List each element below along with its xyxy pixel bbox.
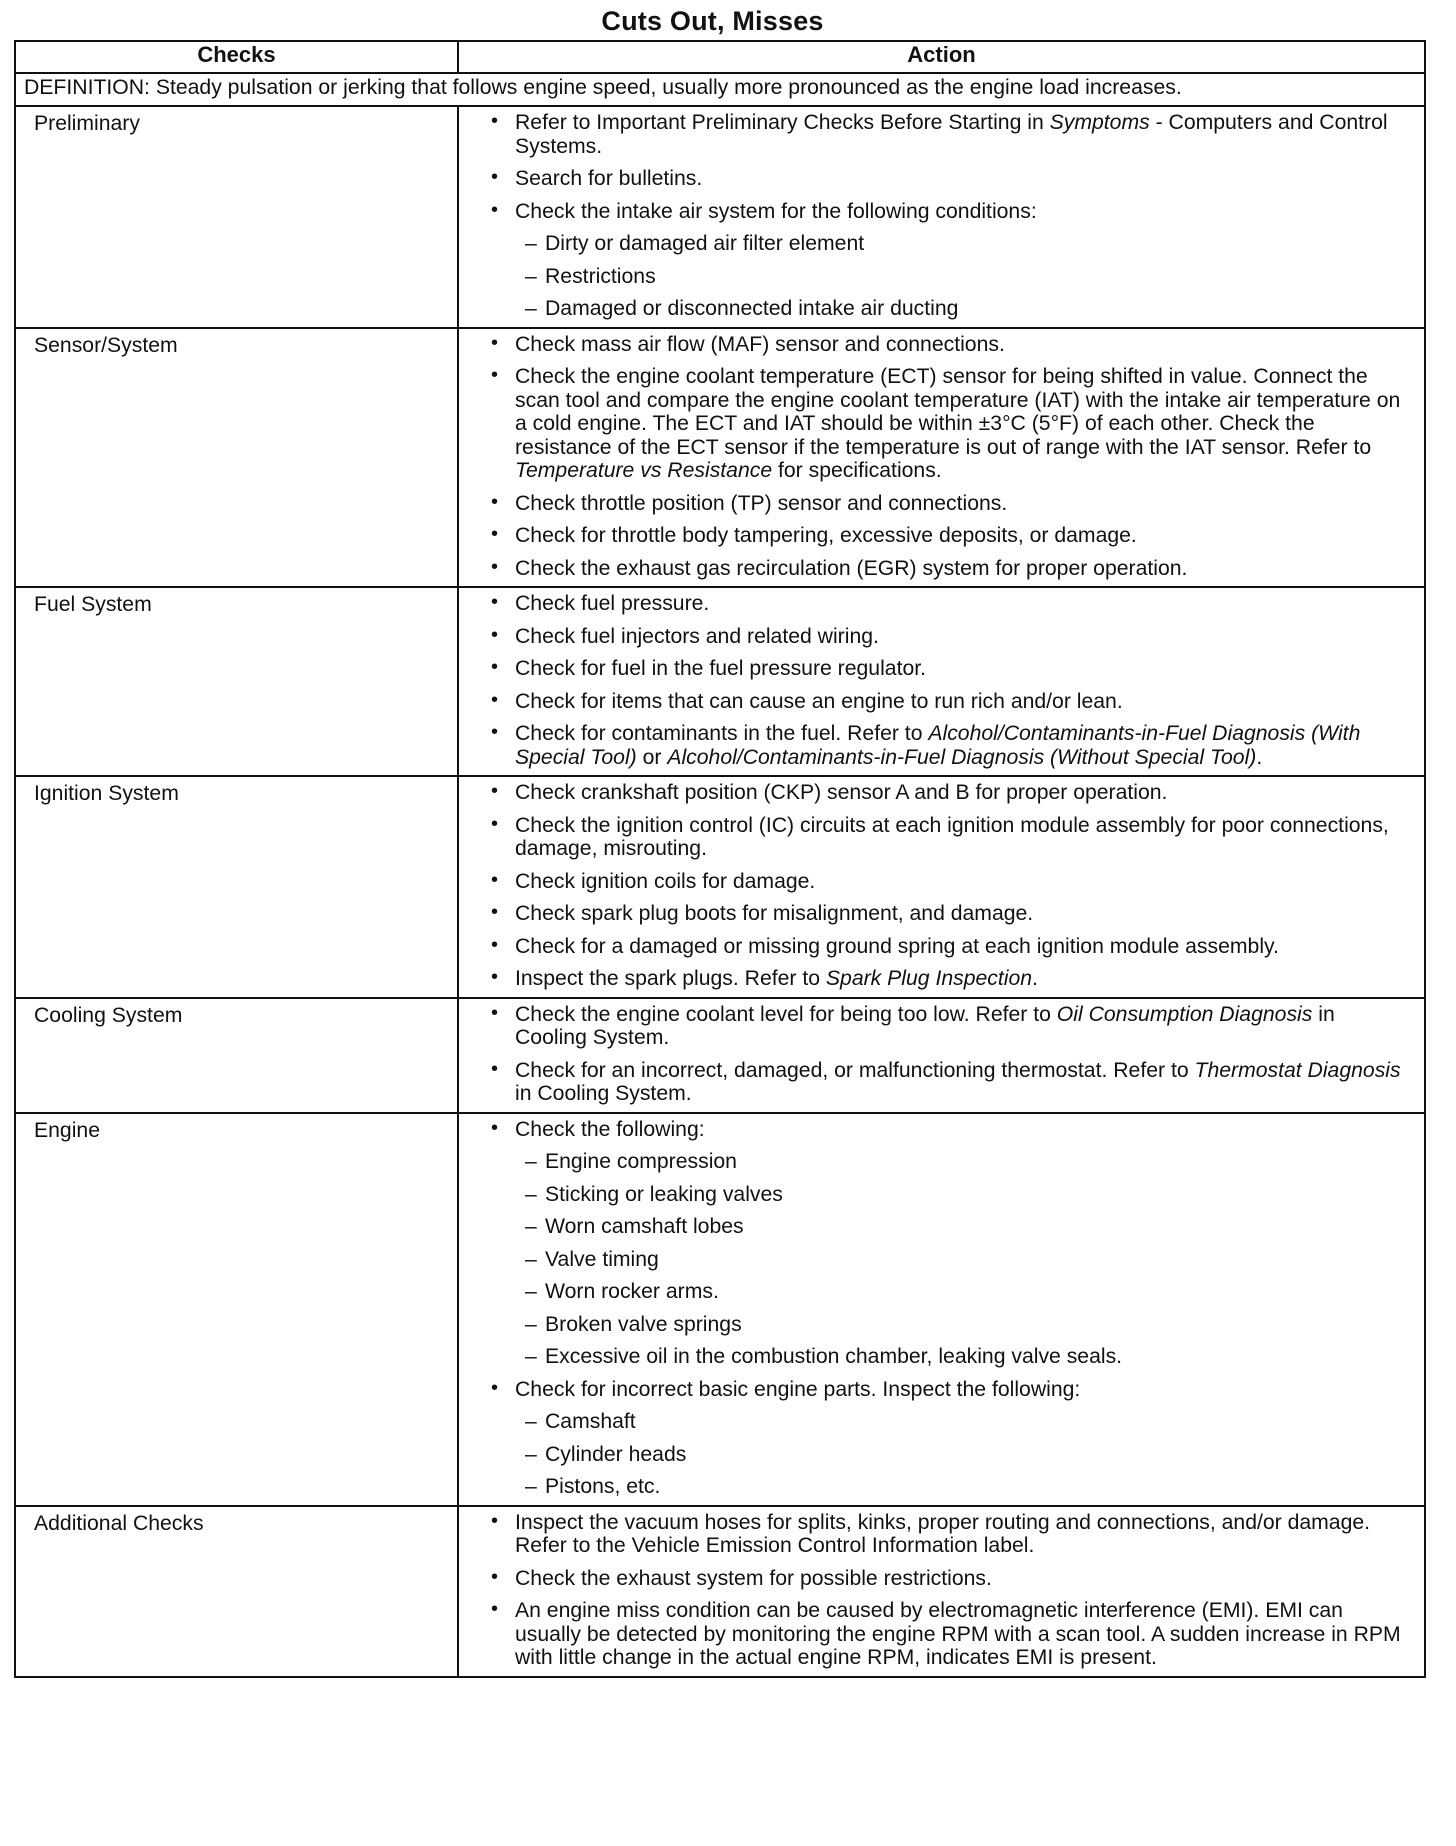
check-category: Ignition System (15, 776, 458, 998)
action-text: Check the following: (515, 1117, 705, 1141)
bullet-icon: • (491, 1001, 499, 1024)
sub-item (525, 1312, 1404, 1337)
action-list (491, 780, 1404, 991)
bullet-icon: • (491, 166, 499, 188)
header-row (15, 41, 1425, 73)
action-text: Inspect the spark plugs. Refer to (515, 967, 826, 990)
table-row (15, 1113, 1425, 1506)
bullet-icon: • (491, 591, 499, 613)
bullet-icon: • (491, 1509, 499, 1532)
action-text: Check the engine coolant level for being too low. Refer to (515, 1002, 1057, 1026)
sub-item-text: Pistons, etc. (545, 1475, 661, 1498)
action-list (491, 1001, 1404, 1106)
sub-item-text: Restrictions (545, 264, 656, 288)
sub-item (525, 1280, 1404, 1304)
action-text: Check for contaminants in the fuel. Refer to (515, 722, 929, 745)
action-cell (458, 1113, 1425, 1506)
sub-item (525, 297, 1404, 321)
check-category: Additional Checks (15, 1506, 458, 1677)
reference-text: Alcohol/Contaminants-in-Fuel Diagnosis (Without Special Tool) (667, 745, 1257, 769)
dash-icon: – (525, 1150, 537, 1173)
sub-list (515, 232, 1404, 321)
dash-icon: – (525, 1247, 537, 1271)
diagnostic-table (14, 40, 1426, 1678)
reference-text: Oil Consumption Diagnosis (1056, 1002, 1313, 1026)
table-row (15, 106, 1425, 328)
action-item (491, 490, 1404, 516)
bullet-icon: • (491, 868, 499, 891)
action-item (491, 1057, 1404, 1106)
action-item (491, 901, 1404, 926)
bullet-icon: • (491, 656, 499, 678)
sub-item-text: Damaged or disconnected intake air ducting (545, 297, 959, 320)
action-item (491, 1509, 1404, 1558)
action-text: Check the ignition control (IC) circuits at each ignition module assembly for poor connections, damage, misrouting. (515, 813, 1389, 860)
bullet-icon: • (491, 110, 499, 132)
sub-list (515, 1150, 1404, 1369)
bullet-icon: • (491, 364, 499, 386)
dash-icon: – (525, 232, 537, 255)
table-row (15, 776, 1425, 998)
action-text: . (1256, 745, 1263, 769)
bullet-icon: • (491, 721, 499, 743)
bullet-icon: • (491, 1116, 499, 1139)
dash-icon: – (525, 297, 537, 320)
sub-list (515, 1410, 1404, 1499)
dash-icon: – (525, 1475, 537, 1498)
action-text: for specifications. (772, 459, 942, 482)
action-cell (458, 587, 1425, 776)
sub-item (525, 1442, 1404, 1467)
action-list (491, 1116, 1404, 1499)
action-text: Check throttle position (TP) sensor and connections. (515, 491, 1008, 515)
action-text: . (1032, 967, 1038, 990)
action-text: Check the exhaust gas recirculation (EGR) system for proper operation. (515, 556, 1188, 580)
action-item (491, 1116, 1404, 1369)
action-text: - Computers and Control Systems. (515, 111, 1388, 158)
action-item (491, 966, 1404, 991)
action-text: Check fuel injectors and related wiring. (515, 624, 879, 648)
action-item (491, 331, 1404, 357)
action-text: Check fuel pressure. (515, 592, 710, 615)
action-item (491, 1598, 1404, 1670)
action-text: Search for bulletins. (515, 167, 703, 190)
action-list (491, 1509, 1404, 1670)
action-item (491, 780, 1404, 805)
action-item (491, 721, 1404, 769)
bullet-icon: • (491, 688, 499, 711)
action-item (491, 933, 1404, 959)
bullet-icon: • (491, 331, 499, 354)
action-text: Check for a damaged or missing ground spring at each ignition module assembly. (515, 934, 1279, 958)
sub-item (525, 264, 1404, 289)
action-text: Check the intake air system for the following conditions: (515, 199, 1037, 223)
dash-icon: – (525, 1345, 537, 1368)
table-row (15, 998, 1425, 1113)
bullet-icon: • (491, 901, 499, 923)
sub-item (525, 1150, 1404, 1174)
sub-item-text: Worn rocker arms. (545, 1280, 719, 1303)
dash-icon: – (525, 1312, 537, 1336)
bullet-icon: • (491, 1598, 499, 1620)
action-text: Check the engine coolant temperature (ECT) sensor for being shifted in value. Connect the scan tool and compare the engine coolant temperature (IAT) with the intake air temperature on a cold engine. The ECT and IAT should be within ±3°C (5°F) of each other. Check the resistance of the ECT sensor if the temperature is out of range with the IAT sensor. Refer to (515, 365, 1401, 459)
action-cell (458, 1506, 1425, 1677)
sub-item-text: Engine compression (545, 1150, 737, 1173)
action-item (491, 166, 1404, 191)
bullet-icon: • (491, 812, 499, 835)
action-item (491, 868, 1404, 894)
sub-item (525, 1182, 1404, 1207)
action-text: Inspect the vacuum hoses for splits, kinks, proper routing and connections, and/or damage. Refer to the Vehicle Emission Control Information label. (515, 1510, 1371, 1557)
action-item (491, 523, 1404, 548)
dash-icon: – (525, 1442, 537, 1466)
bullet-icon: • (491, 523, 499, 545)
action-item (491, 812, 1404, 861)
bullet-icon: • (491, 198, 499, 221)
action-cell (458, 328, 1425, 588)
table-row (15, 328, 1425, 588)
dash-icon: – (525, 1215, 537, 1238)
reference-text: Temperature vs Resistance (515, 459, 773, 482)
check-category: Engine (15, 1113, 458, 1506)
sub-item-text: Camshaft (545, 1410, 636, 1433)
check-category: Cooling System (15, 998, 458, 1113)
action-column-header: Action (458, 41, 1425, 73)
bullet-icon: • (491, 966, 499, 988)
bullet-icon: • (491, 1057, 499, 1080)
action-item (491, 364, 1404, 483)
action-list (491, 331, 1404, 581)
sub-item-text: Sticking or leaking valves (545, 1182, 783, 1206)
sub-item (525, 1247, 1404, 1272)
definition-text: DEFINITION: Steady pulsation or jerking that follows engine speed, usually more pronounced as the engine load increases. (15, 73, 1425, 106)
action-text: Check ignition coils for damage. (515, 869, 816, 893)
action-text: Check for throttle body tampering, excessive deposits, or damage. (515, 524, 1137, 547)
sub-item (525, 1410, 1404, 1434)
action-text: in Cooling System. (515, 1002, 1335, 1049)
sub-item-text: Dirty or damaged air filter element (545, 232, 865, 255)
dash-icon: – (525, 264, 537, 288)
action-text: Check the exhaust system for possible restrictions. (515, 1566, 992, 1590)
bullet-icon: • (491, 1565, 499, 1588)
definition-row (15, 73, 1425, 106)
action-item (491, 656, 1404, 681)
sub-item (525, 1215, 1404, 1239)
action-item (491, 1376, 1404, 1499)
sub-item (525, 232, 1404, 256)
check-category: Preliminary (15, 106, 458, 328)
action-item (491, 555, 1404, 581)
bullet-icon: • (491, 555, 499, 578)
action-item (491, 623, 1404, 649)
sub-item-text: Worn camshaft lobes (545, 1215, 744, 1238)
reference-text: Spark Plug Inspection (825, 967, 1033, 990)
action-item (491, 110, 1404, 158)
dash-icon: – (525, 1410, 537, 1433)
document-title: Cuts Out, Misses (601, 6, 824, 36)
reference-text: Symptoms (1049, 111, 1150, 134)
sub-item-text: Valve timing (545, 1247, 659, 1271)
action-item (491, 1565, 1404, 1591)
action-text: Check crankshaft position (CKP) sensor A and B for proper operation. (515, 781, 1168, 804)
check-category: Fuel System (15, 587, 458, 776)
action-text: Check for fuel in the fuel pressure regulator. (515, 657, 927, 680)
action-list (491, 591, 1404, 769)
action-item (491, 198, 1404, 321)
sub-item-text: Excessive oil in the combustion chamber, leaking valve seals. (545, 1345, 1123, 1368)
bullet-icon: • (491, 933, 499, 956)
sub-item (525, 1475, 1404, 1499)
action-cell (458, 998, 1425, 1113)
action-list (491, 110, 1404, 321)
action-item (491, 591, 1404, 616)
bullet-icon: • (491, 623, 499, 646)
bullet-icon: • (491, 1376, 499, 1399)
table-row (15, 1506, 1425, 1677)
action-text: Check for incorrect basic engine parts. Inspect the following: (515, 1377, 1081, 1401)
checks-column-header: Checks (15, 41, 458, 73)
sub-item-text: Cylinder heads (545, 1442, 687, 1466)
bullet-icon: • (491, 780, 499, 802)
action-text: An engine miss condition can be caused by electromagnetic interference (EMI). EMI can usually be detected by monitoring the engine RPM with a scan tool. A sudden increase in RPM with little change in the actual engine RPM, indicates EMI is present. (515, 1599, 1401, 1669)
action-cell (458, 106, 1425, 328)
reference-text: Thermostat Diagnosis (1194, 1058, 1401, 1082)
action-text: Check for items that can cause an engine to run rich and/or lean. (515, 689, 1123, 713)
action-text: Check spark plug boots for misalignment, and damage. (515, 902, 1034, 925)
table-row (15, 587, 1425, 776)
bullet-icon: • (491, 490, 499, 513)
action-item (491, 1001, 1404, 1050)
action-text: Refer to Important Preliminary Checks Before Starting in (515, 111, 1050, 134)
dash-icon: – (525, 1182, 537, 1206)
action-item (491, 688, 1404, 714)
action-text: Check mass air flow (MAF) sensor and connections. (515, 332, 1005, 356)
dash-icon: – (525, 1280, 537, 1303)
sub-item-text: Broken valve springs (545, 1312, 742, 1336)
action-text: or (636, 745, 668, 769)
action-text: in Cooling System. (515, 1082, 692, 1105)
reference-text: Alcohol/Contaminants-in-Fuel Diagnosis (With Special Tool) (515, 722, 1361, 769)
action-text: Check for an incorrect, damaged, or malfunctioning thermostat. Refer to (515, 1058, 1195, 1082)
sub-item (525, 1345, 1404, 1369)
action-cell (458, 776, 1425, 998)
check-category: Sensor/System (15, 328, 458, 588)
